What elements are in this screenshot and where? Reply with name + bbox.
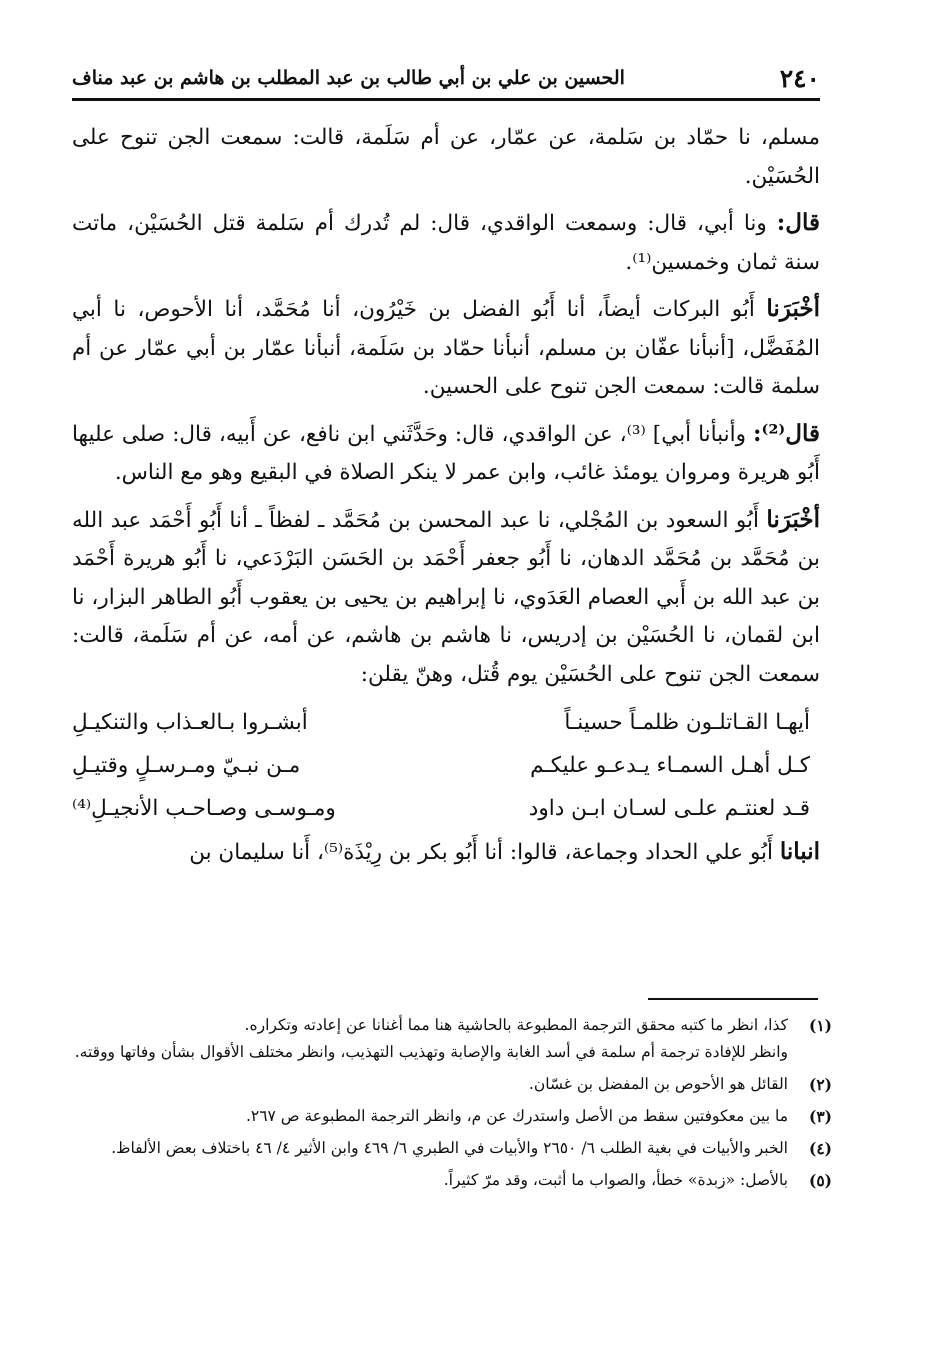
footnote-text: القائل هو الأحوص بن المفضل بن غسّان.: [528, 1075, 788, 1093]
first-hemistich: كـل أهـل السمـاء يـدعـو عليكـم: [530, 753, 810, 779]
paragraph: [72, 118, 820, 196]
footnote-number: (١): [808, 1016, 832, 1035]
paragraph-text: ونا أبي، قال: وسمعت الواقدي، قال: لم تُدرك أم سَلمة قتل الحُسَيْن، ماتت سنة ثمان وخمسين⁽¹⁾.: [72, 211, 820, 275]
first-hemistich: قـد لعنتـم علـى لسـان ابـن داود: [528, 796, 810, 822]
lead-word: قال⁽²⁾:: [753, 419, 820, 447]
lead-word: أخْبَرَنا: [766, 505, 820, 533]
footnote: [72, 1071, 832, 1098]
footnote-number: (٥): [808, 1171, 832, 1190]
poem-line: [72, 788, 820, 831]
footnote-text: ما بين معكوفتين سقط من الأصل واستدرك عن م، وانظر الترجمة المطبوعة ص ٢٦٧.: [245, 1107, 788, 1125]
paragraph-text: مسلم، نا حمّاد بن سَلمة، عن عمّار، عن أم سَلَمة، قالت: سمعت الجن تنوح على الحُسَيْن.: [72, 125, 820, 189]
footnote: [72, 1103, 832, 1130]
paragraph: [72, 501, 820, 695]
footnote: [72, 1012, 832, 1066]
paragraph: [72, 415, 820, 493]
paragraph-text: وأنبأنا أبي] ⁽³⁾، عن الواقدي، قال: وحَدَّثَني ابن نافع، عن أَبيه، قال: صلى عليها أَبُو هريرة ومروان يومئذ غائب، وابن عمر لا ينكر الصلاة في البقيع وهو مع الناس.: [72, 421, 820, 485]
main-text: [72, 118, 820, 881]
first-hemistich: أيهـا القـاتلـون ظلمـاً حسينـاً: [564, 710, 810, 736]
footnote-text: وانظر للإفادة ترجمة أم سلمة في أسد الغابة والإصابة وتهذيب التهذيب، وانظر مختلف الأقوال بشأن وفاتها ووقته.: [74, 1043, 788, 1061]
paragraph: [72, 204, 820, 282]
poem-line: [72, 745, 820, 788]
paragraph-text: أَبُو البركات أيضاً، أنا أَبُو الفضل بن خَيْرُون، أنا مُحَمَّد، أنا الأحوص، نا أبي المُفَضَّل، [أنبأنا عفّان بن مسلم، أنبأنا حمّاد بن سَلَمة، أنبأنا عمّار بن أبي عمّار عن أم سلمة قالت: سمعت الجن تنوح على الحسين.: [72, 297, 820, 399]
paragraph: [72, 833, 820, 873]
footnote-separator: [648, 998, 818, 1000]
lead-word: قال:: [776, 209, 820, 236]
second-hemistich: ومـوسـى وصـاحـب الأنجيـلِ⁽⁴⁾: [72, 796, 336, 822]
page-number: ٢٤٠: [779, 63, 820, 93]
second-hemistich: أبشـروا بـالعـذاب والتنكيـلِ: [72, 710, 308, 736]
poem: [72, 702, 820, 831]
lead-word: انبانا: [779, 838, 820, 865]
page-header: [72, 58, 820, 101]
running-title: الحسين بن علي بن أبي طالب بن عبد المطلب بن هاشم بن عبد مناف: [72, 67, 625, 89]
lead-word: أخْبَرَنا: [766, 295, 820, 322]
footnote-number: (٢): [808, 1075, 832, 1094]
footnote: [72, 1167, 832, 1194]
footnote-text: الخبر والأبيات في بغية الطلب ٦/ ٢٦٥٠ والأبيات في الطبري ٦/ ٤٦٩ وابن الأثير ٤/ ٤٦ باختلاف بعض الألفاظ.: [111, 1139, 788, 1157]
footnote-number: (٤): [808, 1139, 832, 1158]
footnotes: [72, 1012, 832, 1199]
poem-line: [72, 702, 820, 745]
footnote-number: (٣): [808, 1107, 832, 1126]
second-hemistich: مـن نبـيّ ومـرسـلٍ وقتيـلِ: [72, 753, 301, 779]
footnote-text: بالأصل: «زبدة» خطأ، والصواب ما أثبت، وقد مرّ كثيراً.: [443, 1171, 788, 1189]
paragraph: [72, 290, 820, 407]
footnote: [72, 1135, 832, 1162]
paragraph-text: أَبُو علي الحداد وجماعة، قالوا: أنا أَبُو بكر بن رِيْذَة⁽⁵⁾، أَنا سليمان بن: [189, 840, 780, 865]
footnote-text: كذا، انظر ما كتبه محقق الترجمة المطبوعة بالحاشية هنا مما أغنانا عن إعادته وتكراره.: [244, 1016, 788, 1034]
paragraph-text: أَبُو السعود بن المُجْلي، نا عبد المحسن بن مُحَمَّد ـ لفظاً ـ أنا أَبُو أَحْمَد عبد الله بن مُحَمَّد بن مُحَمَّد الدهان، نا أَبُو جعفر أَحْمَد بن الحَسَن البَرْدَعي، نا أَبُو هريرة أَحْمَد بن عبد الله بن أَبي العصام العَدَوي، نا إبراهيم بن يحيى بن يعقوب أَبُو الطاهر البزار، نا ابن لقمان، نا الحُسَيْن بن إدريس، نا هاشم بن هاشم، عن أمه، عن أم سَلَمة، قالت: سمعت الجن تنوح على الحُسَيْن يوم قُتل، وهنّ يقلن:: [72, 507, 820, 687]
